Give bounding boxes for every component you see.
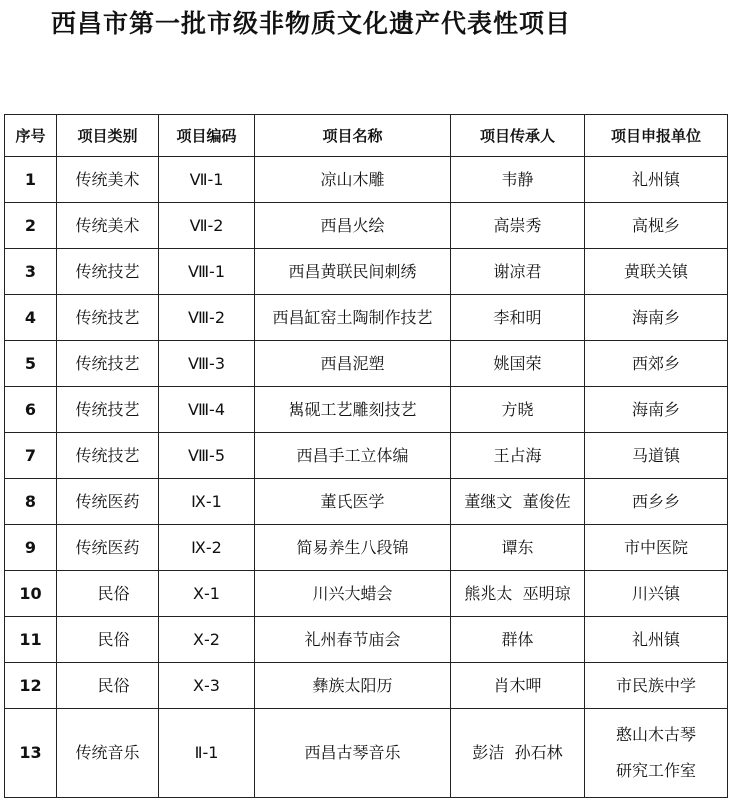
cell-name: 西昌火绘 xyxy=(255,203,451,249)
table-row xyxy=(5,295,728,341)
cell-inheritor: 董继文 董俊佐 xyxy=(451,479,585,525)
cell-code: Ⅶ-1 xyxy=(159,157,255,203)
cell-name: 凉山木雕 xyxy=(255,157,451,203)
table-row xyxy=(5,525,728,571)
cell-unit-line: 研究工作室 xyxy=(615,761,696,780)
cell-code: Ⅷ-1 xyxy=(159,249,255,295)
table-row xyxy=(5,203,728,249)
cell-no: 2 xyxy=(5,203,57,249)
cell-name: 西昌泥塑 xyxy=(255,341,451,387)
table-row xyxy=(5,341,728,387)
table-row xyxy=(5,617,728,663)
cell-inheritor: 肖木呷 xyxy=(451,663,585,709)
cell-name: 礼州春节庙会 xyxy=(255,617,451,663)
cell-no: 5 xyxy=(5,341,57,387)
table-row xyxy=(5,571,728,617)
cell-name: 川兴大蜡会 xyxy=(255,571,451,617)
cell-category: 传统技艺 xyxy=(57,433,159,479)
cell-category: 传统美术 xyxy=(57,157,159,203)
cell-category: 传统技艺 xyxy=(57,295,159,341)
cell-no: 4 xyxy=(5,295,57,341)
cell-name: 董氏医学 xyxy=(255,479,451,525)
cell-category: 传统音乐 xyxy=(57,709,159,798)
cell-inheritor: 姚国荣 xyxy=(451,341,585,387)
cell-unit: 海南乡 xyxy=(585,387,728,433)
cell-no: 12 xyxy=(5,663,57,709)
cell-unit xyxy=(585,709,728,798)
table-row xyxy=(5,709,728,798)
cell-name: 西昌古琴音乐 xyxy=(255,709,451,798)
cell-unit: 马道镇 xyxy=(585,433,728,479)
header-category: 项目类别 xyxy=(57,115,159,157)
cell-no: 7 xyxy=(5,433,57,479)
header-inheritor: 项目传承人 xyxy=(451,115,585,157)
cell-category: 民俗 xyxy=(57,663,159,709)
cell-inheritor: 李和明 xyxy=(451,295,585,341)
heritage-table xyxy=(4,114,728,798)
cell-no: 1 xyxy=(5,157,57,203)
cell-no: 11 xyxy=(5,617,57,663)
cell-code: Ⅷ-4 xyxy=(159,387,255,433)
cell-no: 9 xyxy=(5,525,57,571)
cell-code: Ⅷ-5 xyxy=(159,433,255,479)
cell-code: Ⅷ-2 xyxy=(159,295,255,341)
cell-name: 西昌缸窑土陶制作技艺 xyxy=(255,295,451,341)
cell-category: 传统技艺 xyxy=(57,249,159,295)
cell-code: Ⅸ-1 xyxy=(159,479,255,525)
cell-no: 13 xyxy=(5,709,57,798)
cell-unit: 黄联关镇 xyxy=(585,249,728,295)
cell-name: 嶲砚工艺雕刻技艺 xyxy=(255,387,451,433)
cell-no: 3 xyxy=(5,249,57,295)
cell-unit: 西乡乡 xyxy=(585,479,728,525)
cell-no: 8 xyxy=(5,479,57,525)
cell-inheritor: 王占海 xyxy=(451,433,585,479)
table-header-row xyxy=(5,115,728,157)
cell-category: 传统技艺 xyxy=(57,387,159,433)
cell-code: Ⅹ-1 xyxy=(159,571,255,617)
header-name: 项目名称 xyxy=(255,115,451,157)
cell-code: Ⅷ-3 xyxy=(159,341,255,387)
cell-category: 民俗 xyxy=(57,571,159,617)
cell-category: 民俗 xyxy=(57,617,159,663)
table-row xyxy=(5,387,728,433)
cell-name: 彝族太阳历 xyxy=(255,663,451,709)
cell-unit: 礼州镇 xyxy=(585,617,728,663)
cell-code: Ⅹ-2 xyxy=(159,617,255,663)
cell-name: 西昌手工立体编 xyxy=(255,433,451,479)
cell-code: Ⅹ-3 xyxy=(159,663,255,709)
cell-inheritor: 谭东 xyxy=(451,525,585,571)
page-title: 西昌市第一批市级非物质文化遗产代表性项目 xyxy=(51,9,572,38)
header-code: 项目编码 xyxy=(159,115,255,157)
table-row xyxy=(5,479,728,525)
table-row xyxy=(5,663,728,709)
cell-inheritor: 高崇秀 xyxy=(451,203,585,249)
cell-inheritor: 熊兆太 巫明琼 xyxy=(451,571,585,617)
header-no: 序号 xyxy=(5,115,57,157)
cell-unit: 川兴镇 xyxy=(585,571,728,617)
cell-name: 西昌黄联民间刺绣 xyxy=(255,249,451,295)
cell-inheritor: 谢凉君 xyxy=(451,249,585,295)
cell-unit: 高枧乡 xyxy=(585,203,728,249)
cell-unit: 市民族中学 xyxy=(585,663,728,709)
cell-unit: 西郊乡 xyxy=(585,341,728,387)
cell-name: 简易养生八段锦 xyxy=(255,525,451,571)
cell-inheritor: 韦静 xyxy=(451,157,585,203)
cell-category: 传统技艺 xyxy=(57,341,159,387)
cell-category: 传统医药 xyxy=(57,479,159,525)
table-row xyxy=(5,157,728,203)
cell-code: Ⅱ-1 xyxy=(159,709,255,798)
header-unit: 项目申报单位 xyxy=(585,115,728,157)
cell-no: 6 xyxy=(5,387,57,433)
table-row xyxy=(5,433,728,479)
cell-inheritor: 彭洁 孙石林 xyxy=(451,709,585,798)
cell-category: 传统医药 xyxy=(57,525,159,571)
cell-unit: 海南乡 xyxy=(585,295,728,341)
cell-inheritor: 方晓 xyxy=(451,387,585,433)
cell-no: 10 xyxy=(5,571,57,617)
cell-unit: 礼州镇 xyxy=(585,157,728,203)
cell-unit-line: 憨山木古琴 xyxy=(615,725,696,744)
table-row xyxy=(5,249,728,295)
cell-code: Ⅸ-2 xyxy=(159,525,255,571)
cell-unit: 市中医院 xyxy=(585,525,728,571)
cell-inheritor: 群体 xyxy=(451,617,585,663)
cell-code: Ⅶ-2 xyxy=(159,203,255,249)
cell-category: 传统美术 xyxy=(57,203,159,249)
